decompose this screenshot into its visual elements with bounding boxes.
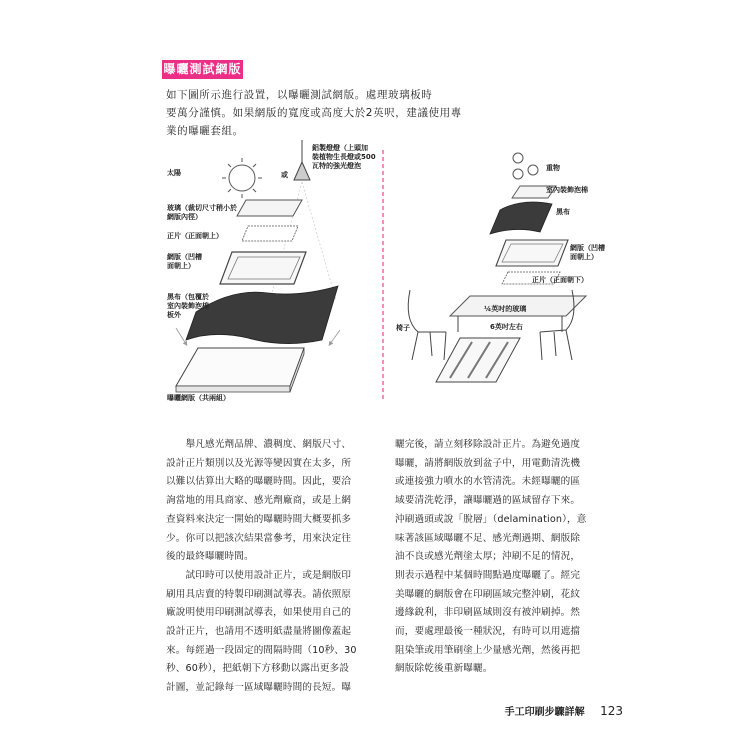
paragraph-line: 或連接強力噴水的水管清洗。未經曝曬的區 — [395, 476, 581, 488]
caption-label: 曝曬網版（共兩組） — [167, 394, 230, 402]
right-diagram — [396, 153, 605, 382]
paragraph-line: 油不良或感光劑塗太厚；沖刷不足的情況， — [395, 551, 581, 563]
chapter-title: 手工印刷步驟詳解 — [504, 707, 585, 718]
paragraph-line: 後的最終曝曬時間。 — [166, 551, 254, 563]
foam-board — [176, 348, 304, 386]
paragraph-line: 域要清洗乾淨，讓曝曬過的區域留存下來。 — [395, 495, 581, 507]
paragraph-line: 少。你可以把該次結果當參考，用來決定往 — [166, 532, 352, 544]
paragraph-line: 刷用具店賣的特製印刷測試導表。請依照原 — [166, 588, 352, 600]
paragraph-line: 網版除乾後重新曝曬。 — [395, 663, 493, 675]
paragraph-line: 阻染筆或用筆刷塗上少量感光劑，然後再把 — [395, 644, 581, 656]
screen-label: 網版（凹槽 — [167, 253, 202, 261]
paragraph-line: 廠說明使用印刷測試導表，如果使用自己的 — [166, 607, 352, 619]
screen-label: 面朝上） — [570, 253, 598, 261]
intro-line: 要萬分謹慎。如果網版的寬度或高度大於2英呎，建議使用專 — [166, 107, 462, 119]
page-number: 123 — [600, 704, 623, 718]
left-diagram — [166, 140, 376, 402]
gap-label: 6英吋左右 — [490, 323, 523, 331]
paragraph-line: 秒、60秒），把紙朝下方移動以露出更多設 — [166, 663, 350, 675]
black-cloth — [490, 202, 552, 234]
paragraph-line: 試印時可以使用設計正片，或是網版印 — [166, 569, 352, 581]
paragraph-line: 曬完後，請立刻移除設計正片。為避免過度 — [395, 439, 581, 450]
paragraph-line: 來。每經過一段固定的間隔時間（10秒、30 — [166, 644, 357, 656]
light-tubes — [436, 338, 520, 382]
cloth-label: 室內裝飾泡棉 — [167, 302, 209, 310]
weight-icon — [513, 153, 538, 179]
lamp-label: 鋁製燈燈（上頭加 — [312, 144, 368, 152]
cloth-label: 板外 — [167, 311, 181, 319]
chair-icon — [408, 290, 446, 360]
or-label: 或 — [281, 171, 288, 179]
positive-label: 正片（正面朝上） — [167, 232, 223, 240]
weight-label: 重物 — [546, 164, 560, 172]
paragraph-line: 設計正片，也請用不透明紙盡量將圖像蓋起 — [166, 626, 352, 638]
glass-label: 玻璃（裁切尺寸稍小於 — [167, 204, 237, 212]
body-column-left — [166, 436, 357, 698]
positive-film — [242, 226, 298, 241]
intro-line: 如下圖所示進行設置，以曝曬測試網版。處理玻璃板時 — [166, 89, 433, 101]
positive-label: 正片（正面朝下） — [532, 276, 588, 284]
cloth-label: 黑布（包覆於 — [167, 293, 209, 301]
paragraph-line: 設計正片類別以及光源等變因實在太多，所 — [166, 457, 352, 469]
screen-label: 面朝上） — [167, 262, 195, 270]
paragraph-line: 計圖，並記錄每一區域曝曬時間的長短。曝 — [166, 682, 352, 694]
screen-label: 網版（凹槽 — [570, 244, 605, 252]
paragraph-line: 曝曬，請將網版放到盆子中，用電動清洗機 — [395, 457, 581, 469]
paragraph-line: 沖刷過頭或說「脫層」（delamination），意 — [395, 513, 587, 525]
paragraph-line: 味著該區域曝曬不足、感光劑過期、網版除 — [395, 532, 581, 544]
paragraph-line: 以難以估算出大略的曝曬時間。因此，要洽 — [166, 476, 352, 488]
paragraph-line: 舉凡感光劑品牌、濃稠度、網版尺寸、 — [166, 439, 352, 450]
body-column-right — [395, 436, 587, 679]
chair-label: 椅子 — [396, 324, 410, 332]
paragraph-line: 而，要處理最後一種狀況，有時可以用遮擋 — [395, 626, 581, 638]
section-title: 曝曬測試網版 — [162, 60, 243, 79]
paragraph-line: 美曝曬的網版會在印刷區域完整沖刷，花紋 — [395, 588, 581, 600]
paragraph-line: 查資料來決定一開始的曝曬時間大概要抓多 — [166, 513, 352, 525]
lamp-label: 裝植物生長燈或500 — [312, 153, 376, 161]
sun-label: 太陽 — [167, 169, 181, 177]
intro-line: 業的曝曬套組。 — [166, 125, 244, 137]
glass-pane — [237, 200, 302, 216]
black-cloth-label: 黑布 — [556, 208, 570, 216]
paragraph-line: 則表示過程中某個時間點過度曝曬了。經完 — [395, 569, 581, 581]
sun-icon — [222, 158, 262, 198]
glass-label: ¼英吋的玻璃 — [484, 305, 527, 313]
lamp-label: 瓦特的強光燈泡 — [312, 162, 361, 170]
paragraph-line: 詢當地的用具商家、感光劑廠商，或是上網 — [166, 495, 352, 507]
foam-label: 室內裝飾泡棉 — [546, 186, 588, 194]
glass-label: 網版內徑） — [167, 213, 202, 221]
paragraph-line: 邊緣銳利，非印刷區域則沒有被沖刷掉。然 — [395, 607, 581, 619]
page-footer — [505, 703, 623, 718]
